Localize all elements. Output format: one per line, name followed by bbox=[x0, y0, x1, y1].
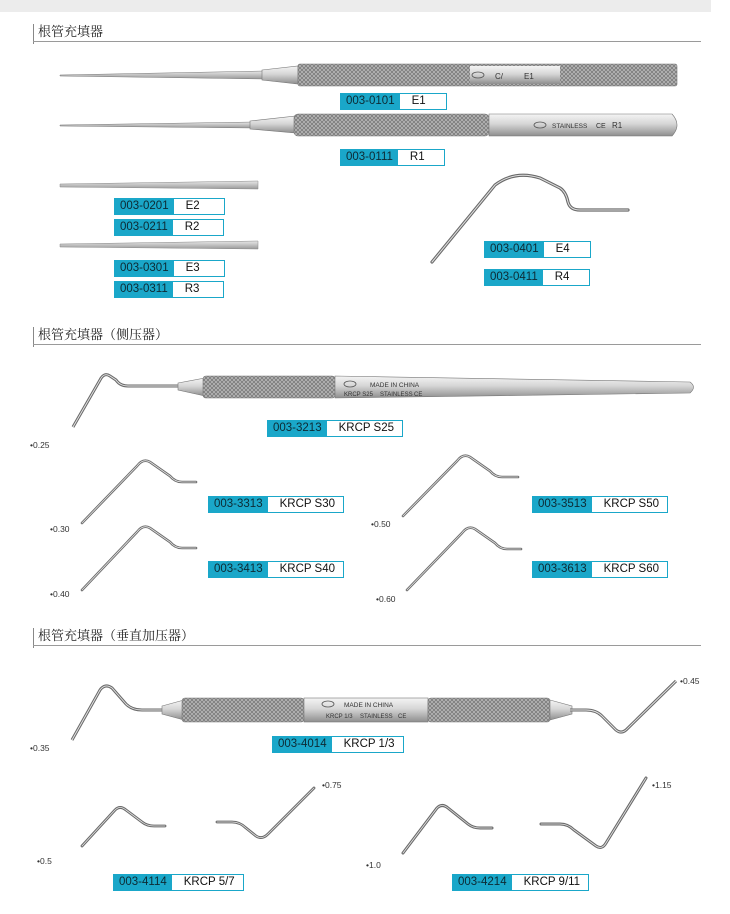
product-code: 003-0111 bbox=[341, 150, 398, 165]
product-tag bbox=[113, 874, 244, 891]
product-code: 003-3613 bbox=[533, 562, 592, 577]
product-code: 003-4014 bbox=[273, 737, 332, 752]
product-tag bbox=[532, 561, 668, 578]
product-name: E1 bbox=[411, 95, 426, 107]
product-name: KRCP S50 bbox=[603, 498, 660, 510]
product-tag bbox=[532, 496, 668, 513]
tip-s30 bbox=[82, 461, 196, 523]
r1-brand-engraving: STAINLESS bbox=[552, 123, 588, 130]
tip-size-label: • 0.35 bbox=[30, 743, 50, 753]
product-name: KRCP S60 bbox=[603, 563, 660, 575]
tip-size-label: • 0.60 bbox=[376, 594, 396, 604]
v13-made-in: MADE IN CHINA bbox=[344, 702, 394, 709]
product-code: 003-0211 bbox=[115, 220, 173, 235]
product-name: E4 bbox=[555, 243, 570, 255]
tip-size-label: • 1.0 bbox=[366, 860, 381, 870]
product-code: 003-0101 bbox=[341, 94, 400, 109]
v13-model-engraving: KRCP 1/3 bbox=[326, 714, 353, 720]
product-code: 003-4214 bbox=[453, 875, 512, 890]
tip-e2 bbox=[60, 181, 258, 189]
product-code: 003-3413 bbox=[209, 562, 268, 577]
product-tag bbox=[114, 281, 224, 298]
tip-krcp-7 bbox=[217, 788, 314, 838]
tip-size-label: • 0.5 bbox=[37, 856, 52, 866]
tip-s40 bbox=[82, 527, 196, 590]
tip-s60 bbox=[407, 528, 521, 590]
product-name: KRCP 9/11 bbox=[523, 876, 581, 888]
product-name: KRCP S40 bbox=[279, 563, 336, 575]
product-code: 003-3213 bbox=[268, 421, 327, 436]
product-tag bbox=[272, 736, 404, 753]
svg-text:C/: C/ bbox=[495, 72, 503, 81]
tip-size-label: • 0.25 bbox=[30, 440, 50, 450]
product-name: KRCP 1/3 bbox=[343, 738, 395, 750]
product-name: KRCP 5/7 bbox=[183, 876, 235, 888]
tip-krcp-11 bbox=[541, 778, 646, 847]
section-title-spreaders: 根管充填器（侧压器） bbox=[33, 327, 168, 347]
product-tag bbox=[452, 874, 589, 891]
tip-size-label: • 1.15 bbox=[652, 780, 672, 790]
tip-size-label: • 0.45 bbox=[680, 676, 700, 686]
product-code: 003-0311 bbox=[115, 282, 173, 297]
product-tag bbox=[340, 93, 447, 110]
r1-ce-mark: CE bbox=[596, 123, 606, 130]
product-code: 003-0201 bbox=[115, 199, 174, 214]
product-tag bbox=[208, 496, 344, 513]
product-code: 003-3513 bbox=[533, 497, 592, 512]
product-name: R3 bbox=[184, 283, 200, 295]
section-title-pluggers: 根管充填器 bbox=[33, 24, 103, 44]
v13-ce-mark: CE bbox=[398, 714, 407, 720]
instrument-krcp-1-3 bbox=[72, 681, 676, 740]
instrument-e1 bbox=[60, 64, 677, 86]
product-name: R4 bbox=[554, 271, 570, 283]
tip-r2 bbox=[60, 241, 258, 249]
product-name: KRCP S25 bbox=[338, 422, 395, 434]
s25-stainless-engraving: STAINLESS bbox=[380, 392, 413, 398]
product-tag bbox=[208, 561, 344, 578]
s25-model-engraving: KRCP S25 bbox=[344, 392, 373, 398]
product-name: R2 bbox=[184, 221, 200, 233]
tip-krcp-5 bbox=[82, 808, 165, 847]
tip-size-label: • 0.30 bbox=[50, 524, 70, 534]
product-code: 003-3313 bbox=[209, 497, 268, 512]
product-tag bbox=[267, 420, 403, 437]
product-name: E3 bbox=[185, 262, 200, 274]
s25-made-in: MADE IN CHINA bbox=[370, 382, 420, 389]
product-name: E2 bbox=[185, 200, 200, 212]
tip-size-label: • 0.40 bbox=[50, 589, 70, 599]
section-title-vertical-condensers: 根管充填器（垂直加压器） bbox=[33, 628, 194, 648]
product-code: 003-0411 bbox=[485, 270, 543, 285]
product-name: R1 bbox=[409, 151, 425, 163]
r1-engraving: R1 bbox=[612, 121, 623, 130]
product-tag bbox=[484, 269, 590, 286]
product-tag bbox=[114, 198, 225, 215]
product-name: KRCP S30 bbox=[279, 498, 336, 510]
product-tag bbox=[340, 149, 445, 166]
tip-size-label: • 0.75 bbox=[322, 780, 342, 790]
instrument-r1 bbox=[60, 114, 677, 136]
tip-s50 bbox=[403, 456, 518, 516]
product-tag bbox=[114, 219, 224, 236]
v13-stainless-engraving: STAINLESS bbox=[360, 714, 393, 720]
product-tag bbox=[484, 241, 591, 258]
tip-krcp-9 bbox=[403, 806, 492, 854]
product-code: 003-0401 bbox=[485, 242, 544, 257]
product-code: 003-4114 bbox=[114, 875, 172, 890]
product-tag bbox=[114, 260, 225, 277]
product-code: 003-0301 bbox=[115, 261, 174, 276]
s25-ce-mark: CE bbox=[414, 392, 423, 398]
e1-engraving: E1 bbox=[524, 72, 534, 81]
tip-size-label: • 0.50 bbox=[371, 519, 391, 529]
